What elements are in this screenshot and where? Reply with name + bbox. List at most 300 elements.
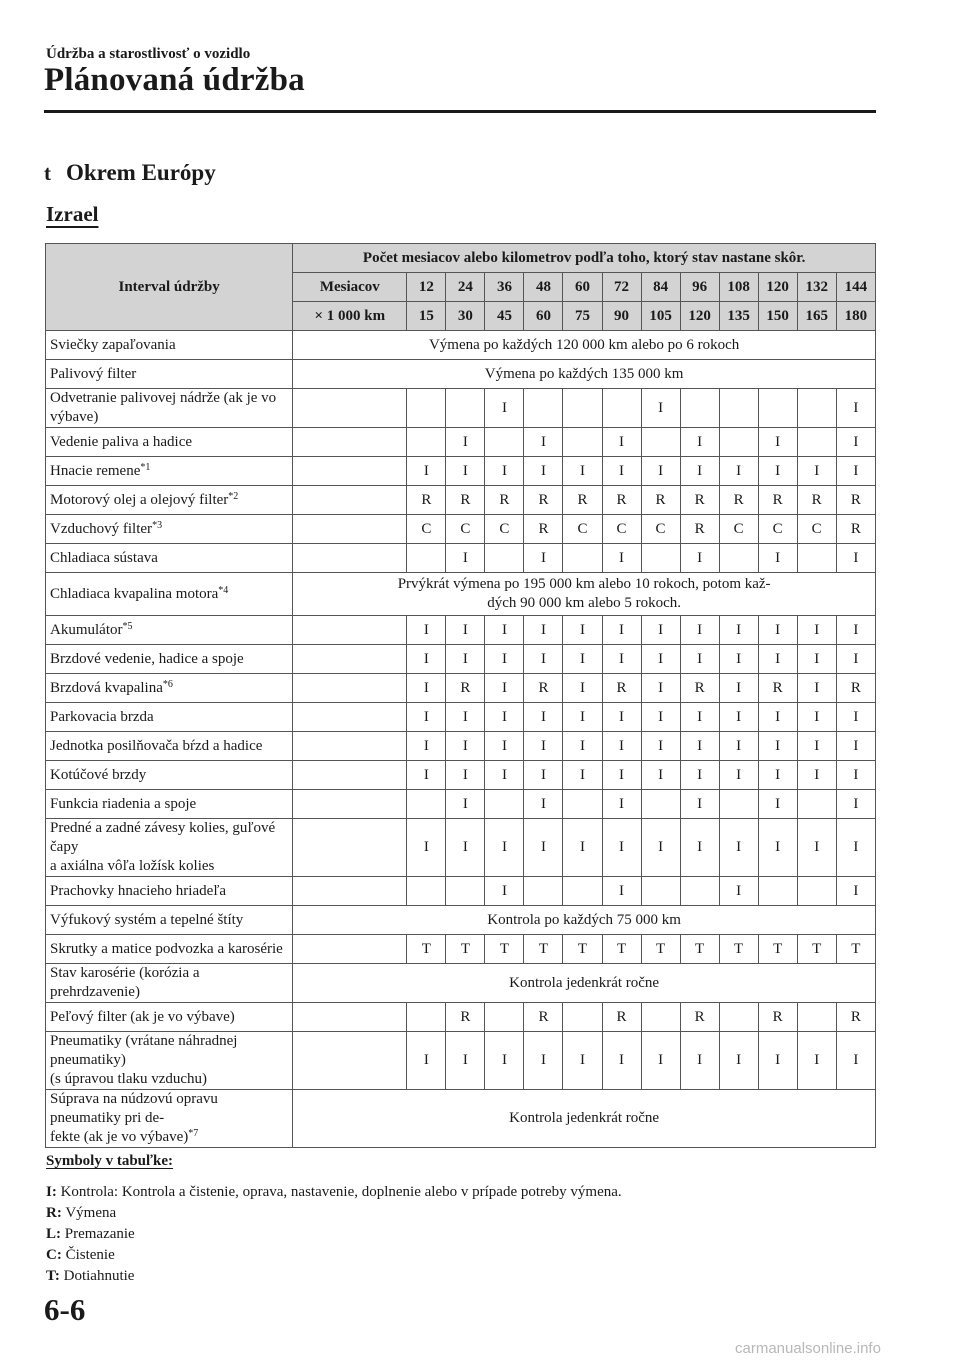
schedule-cell: I <box>602 819 641 877</box>
schedule-cell <box>641 544 680 573</box>
schedule-cell: I <box>797 703 836 732</box>
table-row <box>46 544 876 573</box>
row-label-text: Parkovacia brzda <box>50 708 154 725</box>
schedule-cell <box>485 1003 524 1032</box>
row-note: Výmena po každých 135 000 km <box>293 360 876 389</box>
schedule-cell: I <box>407 703 446 732</box>
table-row <box>46 428 876 457</box>
km-cell: 30 <box>446 302 485 331</box>
schedule-cell <box>485 790 524 819</box>
schedule-cell: R <box>680 1003 719 1032</box>
schedule-cell: I <box>524 544 563 573</box>
month-cell: 12 <box>407 273 446 302</box>
schedule-cell: I <box>680 645 719 674</box>
schedule-cell <box>719 389 758 428</box>
schedule-cell: I <box>641 1032 680 1090</box>
month-cell: 132 <box>797 273 836 302</box>
schedule-cell <box>641 877 680 906</box>
schedule-cell: I <box>485 674 524 703</box>
table-row <box>46 906 876 935</box>
page-title: Plánovaná údržba <box>44 62 305 98</box>
schedule-cell <box>563 790 602 819</box>
schedule-cell: I <box>524 761 563 790</box>
schedule-cell: I <box>446 761 485 790</box>
schedule-cell: I <box>758 544 797 573</box>
schedule-cell: I <box>407 761 446 790</box>
schedule-cell <box>797 544 836 573</box>
month-cell: 24 <box>446 273 485 302</box>
schedule-cell: I <box>758 761 797 790</box>
schedule-cell: I <box>602 703 641 732</box>
schedule-cell <box>563 544 602 573</box>
schedule-cell: I <box>641 645 680 674</box>
schedule-cell: I <box>446 1032 485 1090</box>
row-label-line: a axiálna vôľa ložísk kolies <box>50 858 215 874</box>
row-label-text: Funkcia riadenia a spoje <box>50 795 197 812</box>
schedule-cell: I <box>836 732 875 761</box>
schedule-cell: R <box>446 674 485 703</box>
row-label <box>46 616 293 645</box>
table-row <box>46 877 876 906</box>
row-note: Kontrola jedenkrát ročne <box>293 964 876 1003</box>
blank-cell <box>293 819 407 877</box>
schedule-cell: I <box>680 761 719 790</box>
bullet-marker-icon: t <box>44 161 51 185</box>
schedule-cell: I <box>719 703 758 732</box>
row-label-text: Vedenie paliva a hadice <box>50 433 193 450</box>
schedule-cell: I <box>563 732 602 761</box>
schedule-cell: I <box>485 1032 524 1090</box>
schedule-cell: T <box>758 935 797 964</box>
row-label <box>46 515 293 544</box>
schedule-cell: I <box>836 389 875 428</box>
schedule-cell: I <box>758 732 797 761</box>
row-label-line: fekte (ak je vo výbave) <box>50 1129 189 1145</box>
schedule-cell: I <box>836 790 875 819</box>
table-row <box>46 703 876 732</box>
schedule-cell: I <box>446 645 485 674</box>
row-note-line: dých 90 000 km alebo 5 rokoch. <box>487 595 681 611</box>
schedule-cell: R <box>680 486 719 515</box>
row-label <box>46 1003 293 1032</box>
schedule-cell <box>719 544 758 573</box>
schedule-cell: R <box>758 1003 797 1032</box>
schedule-cell <box>719 1003 758 1032</box>
schedule-cell: I <box>797 761 836 790</box>
schedule-cell: I <box>641 389 680 428</box>
schedule-cell <box>563 1003 602 1032</box>
footnote-marker: *1 <box>140 461 151 473</box>
schedule-cell: I <box>797 674 836 703</box>
schedule-cell: I <box>602 877 641 906</box>
row-label <box>46 732 293 761</box>
schedule-cell: I <box>602 616 641 645</box>
schedule-cell: R <box>524 1003 563 1032</box>
footnote-marker: *6 <box>162 678 173 690</box>
row-label <box>46 935 293 964</box>
schedule-cell <box>524 389 563 428</box>
schedule-cell <box>641 1003 680 1032</box>
blank-cell <box>293 544 407 573</box>
schedule-cell <box>758 389 797 428</box>
row-label-text: Sviečky zapaľovania <box>50 336 176 353</box>
schedule-cell: R <box>524 486 563 515</box>
table-row <box>46 674 876 703</box>
schedule-cell: I <box>719 616 758 645</box>
schedule-cell <box>563 389 602 428</box>
schedule-cell: R <box>680 674 719 703</box>
sub-heading-text: Okrem Európy <box>66 160 216 185</box>
schedule-cell: C <box>797 515 836 544</box>
schedule-cell: I <box>758 616 797 645</box>
span-header: Počet mesiacov alebo kilometrov podľa toho, ktorý stav nastane skôr. <box>293 244 876 273</box>
table-header <box>46 244 876 331</box>
schedule-cell: I <box>719 645 758 674</box>
row-label-text: Chladiaca sústava <box>50 549 158 566</box>
schedule-cell: T <box>797 935 836 964</box>
schedule-cell: I <box>485 703 524 732</box>
schedule-cell: I <box>836 457 875 486</box>
legend-text: Kontrola: Kontrola a čistenie, oprava, nastavenie, doplnenie alebo v prípade potreby výmena. <box>60 1184 622 1200</box>
blank-cell <box>293 457 407 486</box>
table-row <box>46 819 876 877</box>
legend-item <box>46 1245 622 1266</box>
km-cell: 150 <box>758 302 797 331</box>
legend-text: Výmena <box>65 1205 117 1221</box>
schedule-cell <box>641 790 680 819</box>
schedule-cell: I <box>797 616 836 645</box>
schedule-cell: I <box>719 457 758 486</box>
schedule-cell: I <box>680 544 719 573</box>
schedule-cell <box>407 790 446 819</box>
sub-heading <box>44 160 216 186</box>
schedule-cell: I <box>407 674 446 703</box>
schedule-cell: R <box>602 674 641 703</box>
blank-cell <box>293 790 407 819</box>
row-label <box>46 645 293 674</box>
schedule-cell: I <box>641 761 680 790</box>
table-row <box>46 486 876 515</box>
schedule-cell: R <box>836 674 875 703</box>
schedule-cell: I <box>797 1032 836 1090</box>
watermark: carmanualsonline.info <box>735 1340 881 1357</box>
schedule-cell: I <box>836 703 875 732</box>
schedule-cell: T <box>680 935 719 964</box>
row-note-line: Prvýkrát výmena po 195 000 km alebo 10 rokoch, potom kaž- <box>397 576 771 592</box>
schedule-cell: I <box>485 877 524 906</box>
row-note <box>293 573 876 616</box>
schedule-cell: I <box>836 761 875 790</box>
schedule-cell <box>407 389 446 428</box>
km-cell: 120 <box>680 302 719 331</box>
schedule-cell: C <box>407 515 446 544</box>
schedule-cell: I <box>758 1032 797 1090</box>
blank-cell <box>293 1003 407 1032</box>
schedule-cell: R <box>485 486 524 515</box>
row-label-text: Hnacie remene <box>50 462 141 479</box>
schedule-cell <box>719 428 758 457</box>
schedule-cell: I <box>719 1032 758 1090</box>
blank-cell <box>293 389 407 428</box>
blank-cell <box>293 1032 407 1090</box>
schedule-cell: I <box>719 819 758 877</box>
footnote-marker: *7 <box>188 1128 199 1139</box>
row-label <box>46 790 293 819</box>
table-body <box>46 331 876 1148</box>
schedule-cell: I <box>641 819 680 877</box>
schedule-cell: I <box>641 457 680 486</box>
schedule-cell: I <box>563 703 602 732</box>
legend-item <box>46 1203 622 1224</box>
legend-item <box>46 1182 622 1203</box>
row-label <box>46 360 293 389</box>
schedule-cell: I <box>797 645 836 674</box>
schedule-cell: R <box>524 674 563 703</box>
schedule-cell: I <box>563 616 602 645</box>
schedule-cell: I <box>758 790 797 819</box>
km-label: × 1 000 km <box>293 302 407 331</box>
schedule-cell: C <box>641 515 680 544</box>
month-cell: 144 <box>836 273 875 302</box>
schedule-cell: I <box>407 819 446 877</box>
schedule-cell: R <box>563 486 602 515</box>
schedule-cell: T <box>719 935 758 964</box>
schedule-cell: I <box>758 819 797 877</box>
blank-cell <box>293 674 407 703</box>
schedule-cell <box>563 877 602 906</box>
table-row <box>46 964 876 1003</box>
schedule-cell: I <box>446 457 485 486</box>
row-label <box>46 544 293 573</box>
schedule-cell <box>797 428 836 457</box>
title-rule <box>44 110 876 113</box>
schedule-cell: I <box>446 732 485 761</box>
table-row <box>46 935 876 964</box>
schedule-cell: R <box>758 674 797 703</box>
row-label <box>46 964 293 1003</box>
row-label <box>46 389 293 428</box>
schedule-cell: I <box>836 819 875 877</box>
row-label <box>46 674 293 703</box>
schedule-cell: I <box>407 616 446 645</box>
schedule-cell: C <box>563 515 602 544</box>
schedule-cell: I <box>485 457 524 486</box>
schedule-cell: R <box>797 486 836 515</box>
row-label-text: Vzduchový filter <box>50 520 153 537</box>
legend-text: Čistenie <box>65 1247 115 1263</box>
schedule-cell <box>407 877 446 906</box>
month-cell: 96 <box>680 273 719 302</box>
schedule-cell: I <box>407 1032 446 1090</box>
row-label-line: (s úpravou tlaku vzduchu) <box>50 1071 208 1087</box>
table-row <box>46 360 876 389</box>
schedule-cell: I <box>836 616 875 645</box>
schedule-cell: I <box>836 1032 875 1090</box>
row-label <box>46 331 293 360</box>
row-label-text: Motorový olej a olejový filter <box>50 491 229 508</box>
row-note: Výmena po každých 120 000 km alebo po 6 rokoch <box>293 331 876 360</box>
schedule-cell: I <box>524 616 563 645</box>
row-label-text: Chladiaca kvapalina motora <box>50 585 219 602</box>
schedule-cell: T <box>641 935 680 964</box>
row-label-text: Odvetranie palivovej nádrže (ak je vo výbave) <box>50 390 277 425</box>
schedule-cell: C <box>602 515 641 544</box>
row-label-line: Pneumatiky (vrátane náhradnej pneumatiky) <box>50 1033 238 1068</box>
row-label-text: Peľový filter (ak je vo výbave) <box>50 1008 235 1025</box>
schedule-cell: R <box>524 515 563 544</box>
km-cell: 105 <box>641 302 680 331</box>
schedule-cell: I <box>524 645 563 674</box>
schedule-cell <box>485 428 524 457</box>
legend-key: I: <box>46 1184 57 1200</box>
schedule-cell: I <box>446 819 485 877</box>
schedule-cell: C <box>719 515 758 544</box>
table-row <box>46 573 876 616</box>
schedule-cell: I <box>680 428 719 457</box>
schedule-cell: I <box>719 732 758 761</box>
schedule-cell: I <box>719 761 758 790</box>
schedule-cell: I <box>602 544 641 573</box>
section-label: Údržba a starostlivosť o vozidlo <box>46 46 251 62</box>
legend-text: Dotiahnutie <box>63 1268 135 1284</box>
schedule-cell <box>485 544 524 573</box>
interval-header: Interval údržby <box>46 244 293 331</box>
schedule-cell: I <box>641 732 680 761</box>
schedule-cell: T <box>563 935 602 964</box>
blank-cell <box>293 732 407 761</box>
schedule-cell: I <box>719 674 758 703</box>
table-row <box>46 331 876 360</box>
schedule-cell: R <box>758 486 797 515</box>
schedule-cell: I <box>485 389 524 428</box>
schedule-cell: T <box>524 935 563 964</box>
schedule-cell: R <box>836 515 875 544</box>
schedule-cell: I <box>524 790 563 819</box>
legend-item <box>46 1224 622 1245</box>
month-cell: 60 <box>563 273 602 302</box>
row-label-line: Predné a zadné závesy kolies, guľové čapy <box>50 820 276 855</box>
legend-key: C: <box>46 1247 62 1263</box>
month-cell: 84 <box>641 273 680 302</box>
region-heading: Izrael <box>46 202 99 226</box>
schedule-cell: I <box>680 457 719 486</box>
schedule-cell: I <box>797 819 836 877</box>
schedule-cell: I <box>446 428 485 457</box>
schedule-cell: I <box>641 616 680 645</box>
blank-cell <box>293 935 407 964</box>
row-label <box>46 877 293 906</box>
table-row <box>46 457 876 486</box>
schedule-cell: I <box>602 1032 641 1090</box>
row-label <box>46 703 293 732</box>
schedule-cell: I <box>836 544 875 573</box>
blank-cell <box>293 616 407 645</box>
legend <box>46 1151 622 1287</box>
schedule-cell: I <box>524 1032 563 1090</box>
schedule-cell <box>797 1003 836 1032</box>
schedule-cell: I <box>563 819 602 877</box>
row-label <box>46 428 293 457</box>
schedule-cell: I <box>407 732 446 761</box>
footnote-marker: *5 <box>122 620 133 632</box>
schedule-cell: I <box>680 819 719 877</box>
schedule-cell: I <box>758 703 797 732</box>
schedule-cell: R <box>836 1003 875 1032</box>
schedule-cell: I <box>407 645 446 674</box>
schedule-cell: T <box>446 935 485 964</box>
schedule-cell: C <box>485 515 524 544</box>
schedule-cell <box>758 877 797 906</box>
schedule-cell: I <box>563 761 602 790</box>
row-label <box>46 1032 293 1090</box>
schedule-cell: I <box>680 1032 719 1090</box>
schedule-cell: I <box>836 645 875 674</box>
row-note: Kontrola po každých 75 000 km <box>293 906 876 935</box>
km-cell: 75 <box>563 302 602 331</box>
schedule-cell: I <box>485 819 524 877</box>
schedule-cell <box>719 790 758 819</box>
schedule-cell <box>446 389 485 428</box>
row-label <box>46 573 293 616</box>
blank-cell <box>293 486 407 515</box>
schedule-cell: T <box>836 935 875 964</box>
row-label <box>46 486 293 515</box>
table-row <box>46 616 876 645</box>
row-label-text: Palivový filter <box>50 365 137 382</box>
footnote-marker: *2 <box>228 490 239 502</box>
legend-title: Symboly v tabuľke: <box>46 1153 174 1169</box>
km-cell: 135 <box>719 302 758 331</box>
month-cell: 48 <box>524 273 563 302</box>
schedule-cell: I <box>641 703 680 732</box>
table-row <box>46 1032 876 1090</box>
legend-key: L: <box>46 1226 61 1242</box>
schedule-cell: T <box>485 935 524 964</box>
km-cell: 90 <box>602 302 641 331</box>
schedule-cell: I <box>797 457 836 486</box>
table-row <box>46 790 876 819</box>
row-note: Kontrola jedenkrát ročne <box>293 1090 876 1148</box>
row-label <box>46 761 293 790</box>
schedule-cell: I <box>836 877 875 906</box>
schedule-cell <box>797 877 836 906</box>
row-label <box>46 457 293 486</box>
schedule-cell: I <box>836 428 875 457</box>
schedule-cell <box>446 877 485 906</box>
schedule-cell: C <box>446 515 485 544</box>
schedule-cell: I <box>485 616 524 645</box>
schedule-cell <box>602 389 641 428</box>
schedule-cell: I <box>524 457 563 486</box>
schedule-cell: I <box>563 1032 602 1090</box>
schedule-cell: I <box>758 645 797 674</box>
schedule-cell: I <box>407 457 446 486</box>
schedule-cell: R <box>680 515 719 544</box>
row-label-text: Skrutky a matice podvozka a karosérie <box>50 940 283 957</box>
legend-key: T: <box>46 1268 60 1284</box>
row-label-text: Jednotka posilňovača bŕzd a hadice <box>50 737 263 754</box>
legend-key: R: <box>46 1205 62 1221</box>
schedule-cell: I <box>485 645 524 674</box>
page-number: 6-6 <box>44 1292 86 1327</box>
schedule-cell <box>407 428 446 457</box>
schedule-cell: I <box>602 761 641 790</box>
schedule-cell: I <box>758 428 797 457</box>
schedule-cell <box>680 389 719 428</box>
table-row <box>46 761 876 790</box>
schedule-cell: R <box>446 1003 485 1032</box>
schedule-cell: I <box>758 457 797 486</box>
